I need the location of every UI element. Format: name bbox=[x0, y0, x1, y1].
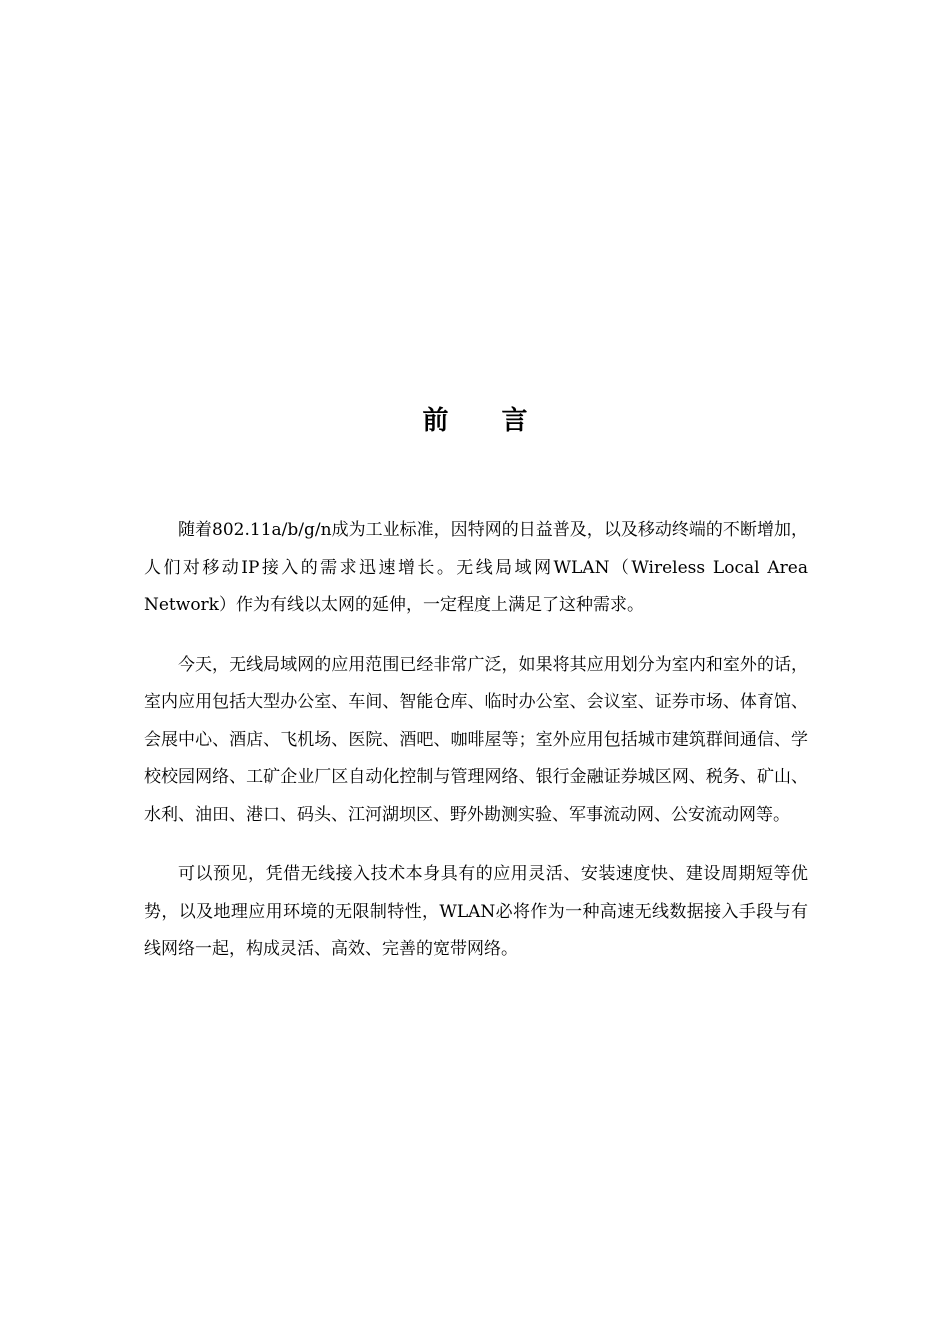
page-title: 前 言 bbox=[422, 406, 550, 436]
paragraph-outlook: 可以预见，凭借无线接入技术本身具有的应用灵活、安装速度快、建设周期短等优势，以及地理应用环境的无限制特性，WLAN必将作为一种高速无线数据接入手段与有线网络一起，构成灵活、高效、完善的宽带网络。 bbox=[144, 864, 808, 959]
paragraph-applications: 今天，无线局域网的应用范围已经非常广泛，如果将其应用划分为室内和室外的话，室内应用包括大型办公室、车间、智能仓库、临时办公室、会议室、证券市场、体育馆、会展中心、酒店、飞机场、医院、酒吧、咖啡屋等；室外应用包括城市建筑群间通信、学校校园网络、工矿企业厂区自动化控制与管理网络、银行金融证券城区网、税务、矿山、水利、油田、港口、码头、江河湖坝区、野外勘测实验、军事流动网、公安流动网等。 bbox=[144, 654, 808, 825]
paragraph-intro: 随着802.11a/b/g/n成为工业标准，因特网的日益普及，以及移动终端的不断增加，人们对移动IP接入的需求迅速增长。无线局域网WLAN（Wireless Local Area Network）作为有线以太网的延伸，一定程度上满足了这种需求。 bbox=[144, 520, 808, 615]
document-body bbox=[144, 512, 808, 991]
